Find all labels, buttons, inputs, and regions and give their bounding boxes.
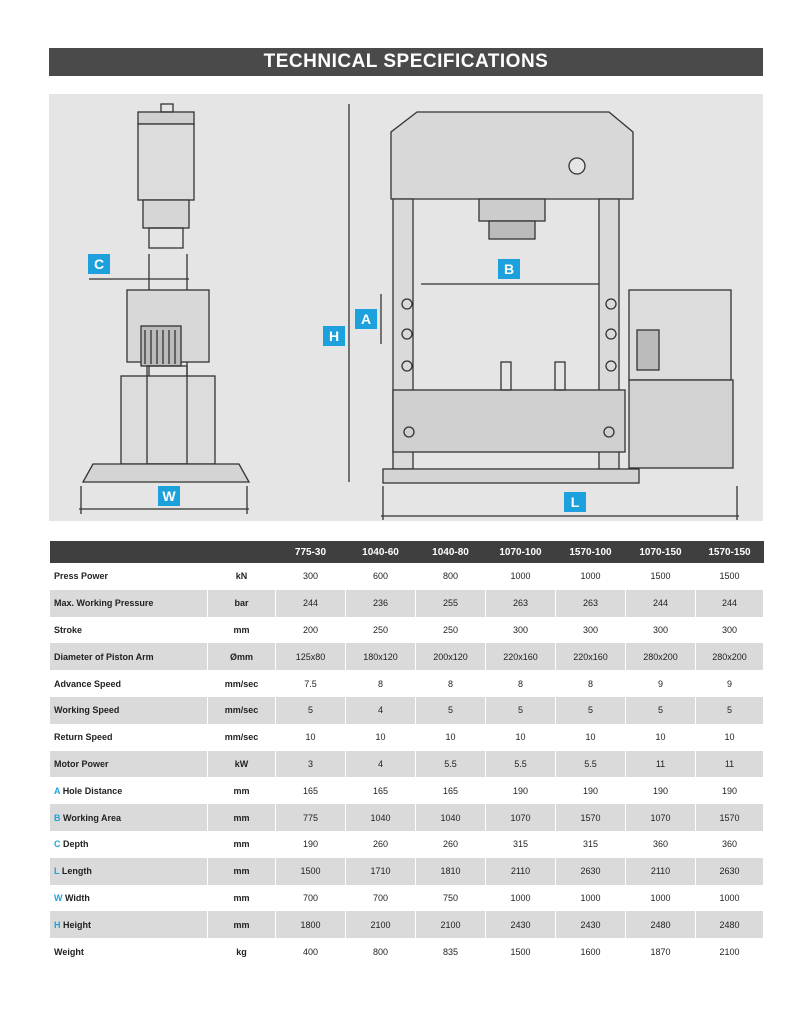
spec-label-text: Stroke (54, 624, 83, 635)
spec-unit: kW (208, 751, 276, 778)
spec-value: 300 (696, 617, 764, 644)
spec-value: 10 (276, 724, 346, 751)
spec-value: 2430 (556, 911, 626, 938)
spec-label (50, 590, 208, 617)
spec-value: 1000 (626, 885, 696, 912)
front-view (349, 104, 739, 520)
spec-value: 300 (276, 563, 346, 590)
spec-unit: mm/sec (208, 670, 276, 697)
spec-value: 10 (626, 724, 696, 751)
spec-value: 5 (556, 697, 626, 724)
table-row (50, 777, 764, 804)
spec-value: 315 (486, 831, 556, 858)
spec-value: 1000 (556, 885, 626, 912)
spec-value: 300 (486, 617, 556, 644)
table-row (50, 697, 764, 724)
model-header: 1070-150 (626, 541, 696, 563)
spec-value: 9 (696, 670, 764, 697)
specifications-table (49, 541, 764, 965)
table-header-row (50, 541, 764, 563)
spec-value: 1810 (416, 858, 486, 885)
spec-label-text: Length (61, 866, 92, 877)
spec-value: 10 (486, 724, 556, 751)
press-drawing-svg (49, 94, 763, 521)
spec-value: 1570 (556, 804, 626, 831)
spec-value: 125x80 (276, 643, 346, 670)
spec-label-text: Hole Distance (62, 785, 123, 796)
dimension-l-label: L (564, 492, 586, 512)
spec-value: 10 (696, 724, 764, 751)
spec-label (50, 938, 208, 965)
spec-label (50, 697, 208, 724)
spec-value: 700 (276, 885, 346, 912)
spec-label (50, 617, 208, 644)
spec-value: 1800 (276, 911, 346, 938)
spec-value: 1040 (346, 804, 416, 831)
spec-value: 2110 (626, 858, 696, 885)
spec-value: 2480 (626, 911, 696, 938)
page-title: TECHNICAL SPECIFICATIONS (49, 48, 763, 76)
spec-value: 7.5 (276, 670, 346, 697)
spec-value: 1500 (276, 858, 346, 885)
spec-label-text: Weight (54, 946, 84, 957)
spec-value: 244 (276, 590, 346, 617)
spec-value: 775 (276, 804, 346, 831)
model-header: 1570-100 (556, 541, 626, 563)
spec-unit: mm (208, 617, 276, 644)
spec-label-text: Working Speed (54, 705, 120, 716)
spec-value: 255 (416, 590, 486, 617)
spec-value: 1710 (346, 858, 416, 885)
spec-value: 2100 (696, 938, 764, 965)
table-row (50, 590, 764, 617)
spec-value: 8 (486, 670, 556, 697)
spec-value: 10 (416, 724, 486, 751)
spec-label-text: Max. Working Pressure (54, 598, 154, 609)
spec-value: 250 (416, 617, 486, 644)
spec-label (50, 777, 208, 804)
model-header: 1070-100 (486, 541, 556, 563)
spec-value: 280x200 (626, 643, 696, 670)
spec-unit: kg (208, 938, 276, 965)
spec-value: 244 (626, 590, 696, 617)
spec-value: 5.5 (416, 751, 486, 778)
spec-value: 2430 (486, 911, 556, 938)
spec-unit: mm (208, 831, 276, 858)
spec-value: 8 (346, 670, 416, 697)
model-header: 775-30 (276, 541, 346, 563)
spec-value: 1070 (626, 804, 696, 831)
spec-label (50, 563, 208, 590)
spec-value: 4 (346, 697, 416, 724)
spec-value: 2630 (556, 858, 626, 885)
spec-value: 260 (416, 831, 486, 858)
spec-label-text: Diameter of Piston Arm (54, 651, 154, 662)
spec-value: 4 (346, 751, 416, 778)
dimension-b-label: B (498, 259, 520, 279)
dimension-c-label: C (88, 254, 110, 274)
spec-unit: mm/sec (208, 724, 276, 751)
table-row (50, 751, 764, 778)
spec-label (50, 724, 208, 751)
spec-label-text: Advance Speed (54, 678, 122, 689)
table-row (50, 858, 764, 885)
spec-label (50, 670, 208, 697)
spec-value: 1040 (416, 804, 486, 831)
spec-unit: mm (208, 777, 276, 804)
spec-value: 220x160 (556, 643, 626, 670)
table-row (50, 724, 764, 751)
spec-value: 700 (346, 885, 416, 912)
dimension-letter: C (54, 839, 61, 850)
spec-value: 263 (486, 590, 556, 617)
spec-value: 300 (626, 617, 696, 644)
spec-label-text: Height (63, 919, 92, 930)
spec-value: 1500 (696, 563, 764, 590)
table-row (50, 885, 764, 912)
spec-value: 9 (626, 670, 696, 697)
spec-unit: mm (208, 911, 276, 938)
spec-value: 800 (346, 938, 416, 965)
spec-value: 165 (276, 777, 346, 804)
spec-value: 5 (416, 697, 486, 724)
spec-value: 11 (696, 751, 764, 778)
spec-value: 190 (486, 777, 556, 804)
spec-value: 190 (626, 777, 696, 804)
spec-value: 2100 (346, 911, 416, 938)
spec-label-text: Motor Power (54, 758, 109, 769)
spec-unit: mm (208, 804, 276, 831)
spec-value: 5 (486, 697, 556, 724)
spec-value: 280x200 (696, 643, 764, 670)
model-header: 1570-150 (696, 541, 764, 563)
spec-label-text: Return Speed (54, 732, 113, 743)
spec-value: 315 (556, 831, 626, 858)
spec-value: 2480 (696, 911, 764, 938)
spec-value: 1500 (486, 938, 556, 965)
table-row (50, 643, 764, 670)
dimension-letter: B (54, 812, 61, 823)
spec-value: 360 (626, 831, 696, 858)
table-row (50, 938, 764, 965)
side-view (79, 104, 249, 514)
dimension-a-label: A (355, 309, 377, 329)
spec-value: 1500 (626, 563, 696, 590)
dimension-h-label: H (323, 326, 345, 346)
spec-value: 190 (696, 777, 764, 804)
spec-value: 10 (346, 724, 416, 751)
spec-label (50, 804, 208, 831)
spec-value: 1870 (626, 938, 696, 965)
table-row (50, 670, 764, 697)
spec-value: 5.5 (486, 751, 556, 778)
spec-value: 200x120 (416, 643, 486, 670)
spec-value: 8 (416, 670, 486, 697)
spec-label (50, 831, 208, 858)
spec-label-text: Depth (63, 839, 89, 850)
spec-value: 220x160 (486, 643, 556, 670)
spec-label (50, 858, 208, 885)
dimension-w-label: W (158, 486, 180, 506)
spec-value: 3 (276, 751, 346, 778)
table-row (50, 617, 764, 644)
spec-unit: mm (208, 858, 276, 885)
spec-value: 11 (626, 751, 696, 778)
spec-value: 1000 (556, 563, 626, 590)
spec-label (50, 751, 208, 778)
spec-value: 190 (556, 777, 626, 804)
spec-value: 1570 (696, 804, 764, 831)
spec-unit: kN (208, 563, 276, 590)
spec-value: 180x120 (346, 643, 416, 670)
spec-label-text: Width (65, 892, 90, 903)
spec-value: 750 (416, 885, 486, 912)
spec-value: 8 (556, 670, 626, 697)
spec-value: 2100 (416, 911, 486, 938)
spec-value: 190 (276, 831, 346, 858)
dimension-letter: H (54, 919, 61, 930)
model-header: 1040-60 (346, 541, 416, 563)
spec-label (50, 885, 208, 912)
table-row (50, 563, 764, 590)
spec-value: 200 (276, 617, 346, 644)
spec-value: 600 (346, 563, 416, 590)
spec-value: 835 (416, 938, 486, 965)
spec-value: 2630 (696, 858, 764, 885)
spec-value: 263 (556, 590, 626, 617)
spec-value: 5.5 (556, 751, 626, 778)
spec-value: 250 (346, 617, 416, 644)
spec-value: 5 (696, 697, 764, 724)
table-row (50, 831, 764, 858)
spec-label (50, 643, 208, 670)
spec-value: 5 (276, 697, 346, 724)
spec-unit: mm/sec (208, 697, 276, 724)
spec-label-text: Working Area (63, 812, 122, 823)
dimension-letter: A (54, 785, 61, 796)
spec-unit: mm (208, 885, 276, 912)
spec-unit: Ømm (208, 643, 276, 670)
table-row (50, 911, 764, 938)
table-row (50, 804, 764, 831)
spec-value: 1600 (556, 938, 626, 965)
spec-value: 236 (346, 590, 416, 617)
spec-value: 1000 (486, 885, 556, 912)
spec-value: 300 (556, 617, 626, 644)
spec-value: 165 (416, 777, 486, 804)
spec-label-text: Press Power (54, 571, 109, 582)
spec-value: 260 (346, 831, 416, 858)
spec-value: 360 (696, 831, 764, 858)
spec-value: 5 (626, 697, 696, 724)
spec-value: 1070 (486, 804, 556, 831)
spec-value: 2110 (486, 858, 556, 885)
spec-label (50, 911, 208, 938)
spec-value: 1000 (696, 885, 764, 912)
spec-value: 165 (346, 777, 416, 804)
dimension-letter: W (54, 892, 63, 903)
press-technical-drawing (49, 94, 763, 521)
spec-value: 244 (696, 590, 764, 617)
dimension-letter: L (54, 866, 60, 877)
spec-value: 10 (556, 724, 626, 751)
model-header: 1040-80 (416, 541, 486, 563)
spec-value: 800 (416, 563, 486, 590)
spec-value: 1000 (486, 563, 556, 590)
spec-value: 400 (276, 938, 346, 965)
spec-unit: bar (208, 590, 276, 617)
table-body (50, 563, 764, 965)
